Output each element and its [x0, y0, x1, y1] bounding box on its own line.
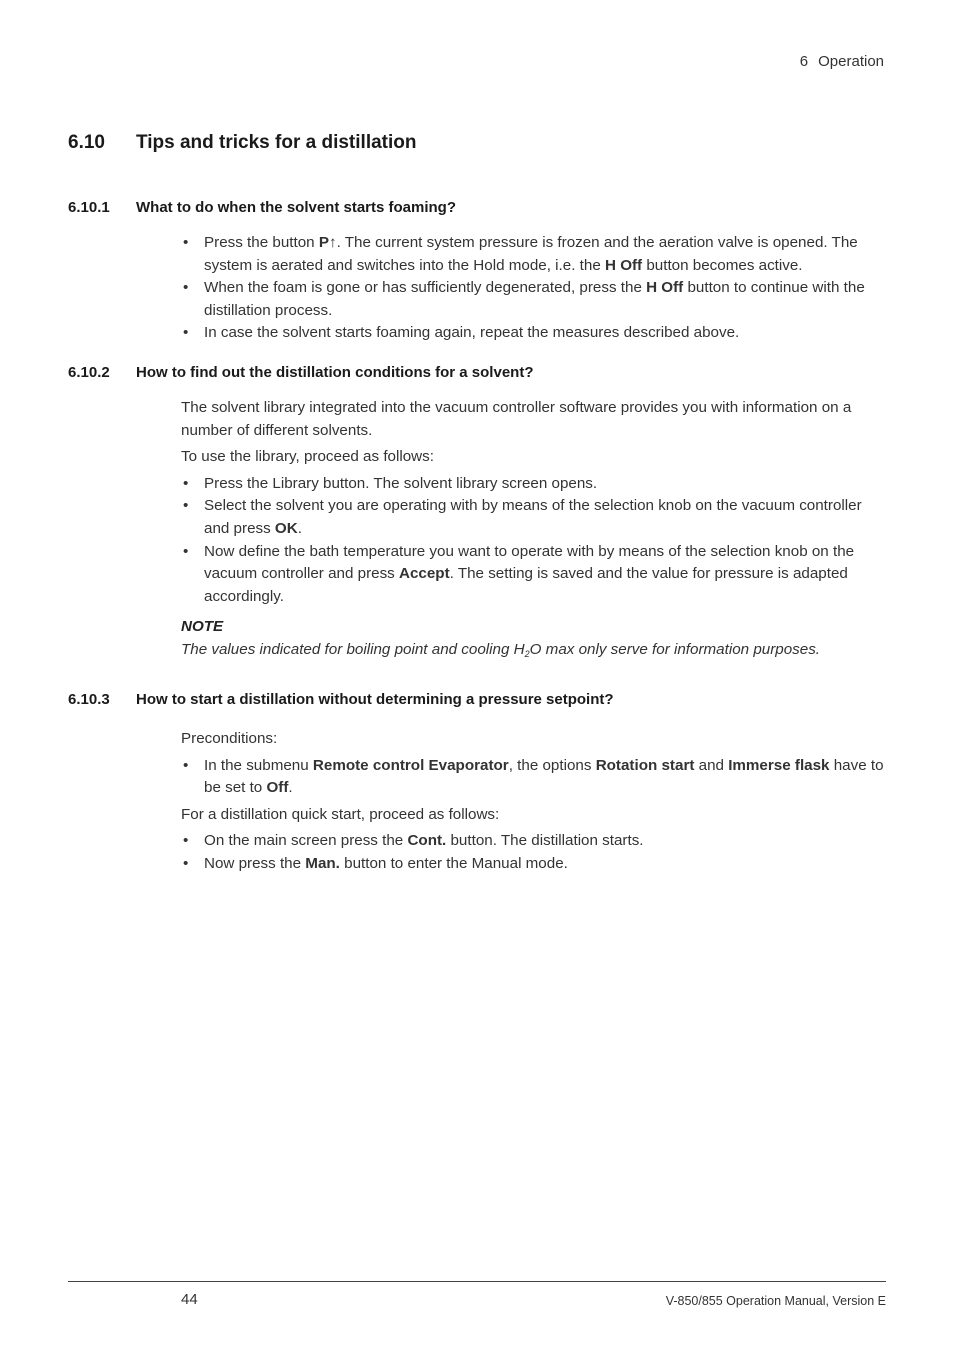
list-item: • Now define the bath temperature you want to operate with by means of the selection knob on the vacuum controller and press Accept. The setting is saved and the value for pressure is adapted accordingly. — [181, 541, 887, 609]
list-item: • When the foam is gone or has sufficiently degenerated, press the H Off button to continue with the distillation process. — [181, 277, 887, 322]
list-item: • In case the solvent starts foaming again, repeat the measures described above. — [181, 322, 887, 345]
paragraph: Preconditions: — [181, 730, 278, 747]
subsection-number: 6.10.1 — [68, 199, 110, 216]
list-item: • Select the solvent you are operating with by means of the selection knob on the vacuum controller and press OK. — [181, 495, 887, 540]
foaming-steps — [181, 232, 887, 345]
bullet-list — [181, 830, 887, 875]
bullet-list — [181, 232, 887, 345]
list-item: • On the main screen press the Cont. button. The distillation starts. — [181, 830, 887, 853]
page-number: 44 — [181, 1291, 198, 1308]
paragraph: The solvent library integrated into the vacuum controller software provides you with information on a number of different solvents. — [181, 399, 852, 439]
library-steps — [181, 397, 887, 662]
note-title: NOTE — [181, 618, 224, 636]
manual-title: V-850/855 Operation Manual, Version E — [665, 1294, 886, 1308]
note-text: The values indicated for boiling point and cooling $H_2O$ max only serve for information purposes. — [181, 640, 821, 659]
subsection-heading-1 — [68, 199, 456, 216]
subsection-heading-2 — [68, 364, 533, 381]
footer-rule — [68, 1281, 886, 1282]
quick-start-steps — [181, 728, 887, 876]
section-title: Tips and tricks for a distillation — [136, 132, 417, 153]
section-number: 6.10 — [68, 132, 105, 153]
subsection-title: How to find out the distillation conditions for a solvent? — [136, 364, 534, 381]
list-item: • In the submenu Remote control Evaporator, the options Rotation start and Immerse flask have to be set to Off. — [181, 755, 887, 800]
paragraph: To use the library, proceed as follows: — [181, 448, 434, 466]
list-item: • Press the button P↑. The current system pressure is frozen and the aeration valve is opened. The system is aerated and switches into the Hold mode, i.e. the H Off button becomes active. — [181, 232, 887, 277]
chapter-title: Operation — [818, 53, 884, 70]
running-header — [800, 53, 884, 70]
subsection-title: What to do when the solvent starts foaming? — [136, 199, 457, 216]
paragraph: For a distillation quick start, proceed as follows: — [181, 805, 500, 823]
section-heading — [68, 132, 416, 154]
subsection-number: 6.10.2 — [68, 364, 110, 381]
subsection-heading-3 — [68, 691, 614, 708]
subsection-title: How to start a distillation without determining a pressure setpoint? — [136, 691, 614, 708]
bullet-list — [181, 755, 887, 800]
list-item: • Press the Library button. The solvent library screen opens. — [181, 473, 887, 496]
list-item: • Now press the Man. button to enter the Manual mode. — [181, 853, 887, 876]
bullet-list — [181, 473, 887, 609]
subsection-number: 6.10.3 — [68, 691, 110, 708]
chapter-number: 6 — [799, 53, 809, 70]
